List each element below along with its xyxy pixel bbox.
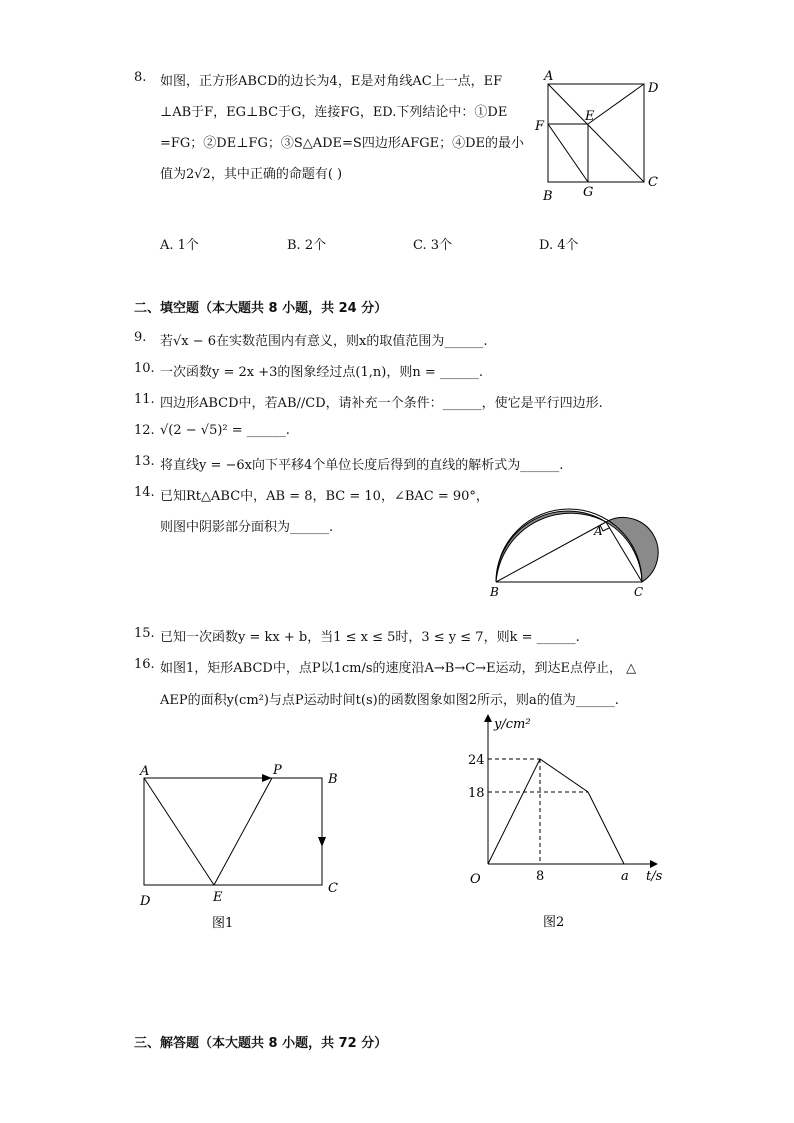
q14-shaded-lune-ab — [496, 511, 606, 582]
q8-label-b: B — [543, 189, 553, 204]
q16-fig1-caption: 图1 — [212, 916, 234, 931]
q14-label-b: B — [490, 585, 499, 599]
q16-fig2-xlabel: t/s — [646, 869, 663, 884]
q14-semicircle-figure — [480, 505, 680, 600]
section3-title: 三、解答题（本大题共 8 小题，共 72 分） — [134, 1036, 388, 1051]
q10-number: 10. — [134, 361, 155, 376]
q16-fig2-x-arrow — [650, 860, 658, 868]
q16-fig2-function-line — [488, 759, 624, 864]
q8-label-a: A — [544, 69, 554, 84]
q8-label-f: F — [535, 119, 545, 134]
q8-label-g: G — [583, 185, 594, 200]
q16-fig2-caption: 图2 — [543, 915, 565, 930]
q8-number: 8. — [134, 70, 147, 85]
q16-fig1-label-p: P — [273, 763, 282, 778]
q16-fig1-label-c: C — [328, 881, 338, 896]
q16-text-line1: 如图1，矩形ABCD中，点P以1cm/s的速度沿A→B→C→E运动，到达E点停止， △ — [160, 661, 637, 676]
q8-label-d: D — [648, 81, 659, 96]
q8-option-d[interactable]: D. 4个 — [539, 238, 579, 253]
q12-text: √(2 − √5)² = ______. — [160, 423, 290, 438]
q14-label-c: C — [634, 585, 644, 599]
q16-fig2-tick-24: 24 — [468, 753, 485, 768]
q16-fig1-arrow-down — [318, 837, 326, 847]
q14-text-line1: 已知Rt△ABC中，AB = 8，BC = 10，∠BAC = 90°， — [160, 489, 489, 504]
q14-segment-ab — [496, 522, 606, 582]
q12-number: 12. — [134, 423, 155, 438]
q16-figure1-rectangle — [130, 755, 350, 940]
q8-text-line1: 如图，正方形ABCD的边长为4，E是对角线AC上一点，EF — [160, 74, 503, 89]
q8-option-c[interactable]: C. 3个 — [413, 238, 453, 253]
q14-label-a: A — [594, 524, 603, 538]
q16-fig1-segment-ep — [214, 778, 272, 885]
q16-fig1-segment-ae — [144, 778, 214, 885]
q11-number: 11. — [134, 392, 155, 407]
q13-number: 13. — [134, 454, 155, 469]
q14-shaded-lune-ac — [606, 518, 658, 582]
q8-label-e: E — [585, 109, 595, 124]
q8-segment-fg — [548, 124, 588, 182]
q16-number: 16. — [134, 657, 155, 672]
q8-option-b[interactable]: B. 2个 — [287, 238, 327, 253]
q10-text: 一次函数y = 2x +3的图象经过点(1,n)，则n = ______. — [160, 365, 483, 380]
q8-option-a[interactable]: A. 1个 — [160, 238, 199, 253]
q14-number: 14. — [134, 485, 155, 500]
q8-text-line3: =FG；②DE⊥FG；③S△ADE=S四边形AFGE；④DE的最小 — [160, 136, 525, 151]
q13-text: 将直线y = −6x向下平移4个单位长度后得到的直线的解析式为______. — [160, 458, 564, 473]
q8-segment-ed — [588, 84, 644, 124]
q8-text-line4: 值为2√2，其中正确的命题有( ) — [160, 167, 343, 182]
q8-diagonal-ac — [548, 84, 644, 182]
q16-figure2-graph — [450, 710, 670, 940]
q16-fig2-origin: O — [470, 872, 481, 887]
q15-text: 已知一次函数y = kx + b，当1 ≤ x ≤ 5时，3 ≤ y ≤ 7，则k = ______. — [160, 630, 580, 645]
q16-fig2-tick-8: 8 — [536, 869, 545, 884]
q9-number: 9. — [134, 330, 147, 345]
q16-fig1-rect-abcd — [144, 778, 322, 885]
q16-fig2-tick-a: a — [621, 869, 629, 884]
q8-text-line2: ⊥AB于F，EG⊥BC于G，连接FG，ED.下列结论中：①DE — [160, 105, 508, 120]
q16-fig1-label-b: B — [328, 772, 338, 787]
q9-text: 若√x − 6在实数范围内有意义，则x的取值范围为______. — [160, 334, 488, 349]
section2-title: 二、填空题（本大题共 8 小题，共 24 分） — [134, 301, 388, 316]
q16-fig1-label-e: E — [213, 890, 223, 905]
q16-fig1-label-a: A — [140, 764, 150, 779]
q16-fig1-label-d: D — [140, 894, 151, 909]
q15-number: 15. — [134, 626, 155, 641]
q8-label-c: C — [648, 175, 658, 190]
q16-fig2-y-arrow — [484, 714, 492, 722]
q16-fig2-tick-18: 18 — [468, 786, 485, 801]
q11-text: 四边形ABCD中，若AB//CD，请补充一个条件：______，使它是平行四边形. — [160, 396, 603, 411]
q16-fig2-ylabel: y/cm² — [494, 717, 531, 732]
q8-square-figure — [530, 62, 670, 207]
q14-text-line2: 则图中阴影部分面积为______. — [160, 520, 334, 535]
q16-text-line2: AEP的面积y(cm²)与点P运动时间t(s)的函数图象如图2所示，则a的值为______. — [160, 693, 619, 708]
